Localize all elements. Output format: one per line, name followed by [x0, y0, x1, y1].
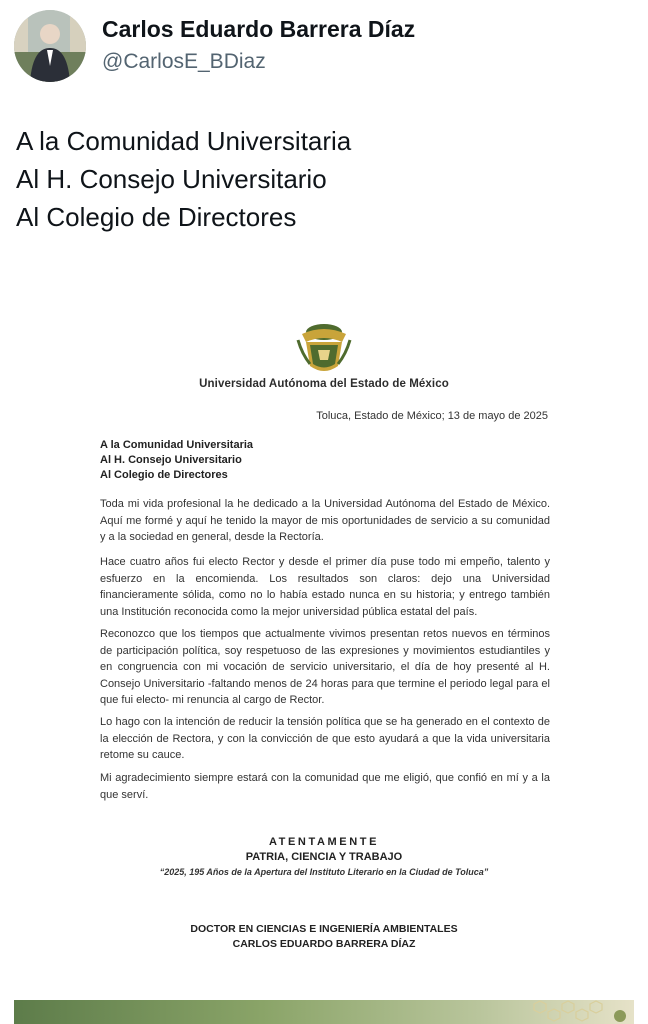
university-name: Universidad Autónoma del Estado de México [199, 378, 449, 390]
signature-title: DOCTOR EN CIENCIAS E INGENIERÍA AMBIENTALES [190, 923, 458, 935]
tweet-line: Al H. Consejo Universitario [16, 164, 327, 194]
tweet-line: A la Comunidad Universitaria [16, 126, 352, 156]
hexagon-pattern-icon [414, 1000, 634, 1024]
avatar-photo [14, 10, 86, 82]
recipient-line: A la Comunidad Universitaria [100, 439, 254, 451]
slogan: “2025, 195 Años de la Apertura del Instituto Literario en la Ciudad de Toluca” [159, 867, 489, 877]
recipient-line: Al Colegio de Directores [100, 469, 228, 481]
letter-footer-band [14, 1000, 634, 1024]
display-name[interactable]: Carlos Eduardo Barrera Díaz [102, 16, 416, 42]
tweet-text [16, 122, 626, 236]
university-seal-icon [292, 320, 356, 376]
tweet-line: Al Colegio de Directores [16, 202, 297, 232]
letter-paragraph: Hace cuatro años fui electo Rector y desde el primer día puse todo mi empeño, talento y esfuerzo en la encomienda. Los resultados son claros: dejo una Universidad financieramente sólida, como no lo había estado nunca en su historia; y entrego también una Institución reconocida como la mejor universidad pública estatal del país. [100, 556, 550, 618]
place-date: Toluca, Estado de México; 13 de mayo de 2025 [316, 410, 548, 422]
letter-closing [0, 836, 648, 877]
recipient-line: Al H. Consejo Universitario [100, 454, 242, 466]
letter-paragraph: Reconozco que los tiempos que actualmente vivimos presentan retos nuevos en términos de participación política, soy respetuoso de las expresiones y movimientos estudiantiles y en congruencia con mi vocación de servicio universitario, el día de hoy presenté al H. Consejo Universitario -faltando menos de 24 horas para que termine el periodo legal para el que fui electo- mi renuncia al cargo de Rector. [100, 628, 550, 706]
motto: PATRIA, CIENCIA Y TRABAJO [245, 851, 403, 863]
signature-name: CARLOS EDUARDO BARRERA DÍAZ [232, 938, 416, 950]
letter-paragraph: Mi agradecimiento siempre estará con la comunidad que me eligió, que confió en mí y a la que serví. [100, 772, 550, 801]
attached-letter-image[interactable] [0, 300, 648, 1000]
user-handle[interactable]: @CarlosE_BDiaz [102, 50, 266, 73]
avatar[interactable] [14, 10, 86, 82]
letter-paragraph: Toda mi vida profesional la he dedicado a la Universidad Autónoma del Estado de México. Aquí me formé y aquí he tenido la mayor de mis oportunidades de servicio a su comunidad y a la sociedad en general, desde la Rectoría. [100, 498, 550, 543]
tweet-header [14, 10, 634, 82]
letter-paragraph: Lo hago con la intención de reducir la tensión política que se ha generado en el contexto de la elección de Rectora, y con la convicción de que esto ayudará a que la vida universitaria retome su cauce. [100, 716, 550, 761]
letter-recipients [100, 438, 253, 483]
closing-word: ATENTAMENTE [268, 836, 380, 848]
letter-signature [0, 922, 648, 952]
